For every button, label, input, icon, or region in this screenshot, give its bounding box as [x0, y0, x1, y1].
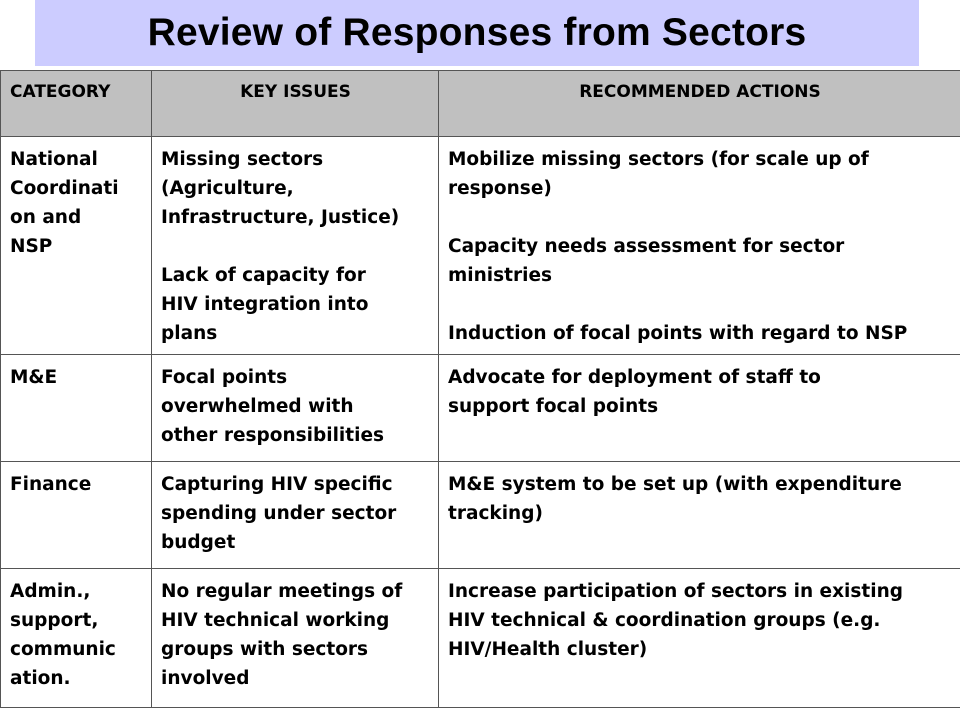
- issue-line: Infrastructure, Justice): [161, 207, 400, 228]
- category-line: M&E: [10, 367, 58, 388]
- key-issues-cell: [152, 569, 439, 708]
- table-header-row: [1, 71, 960, 137]
- category-line: NSP: [10, 236, 53, 257]
- issue-line: involved: [161, 668, 250, 689]
- category-line: Coordinati: [10, 178, 119, 199]
- action-line: Increase participation of sectors in existing: [448, 581, 903, 602]
- action-line: response): [448, 178, 552, 199]
- action-line: ministries: [448, 265, 553, 286]
- table-row: [1, 355, 960, 462]
- action-line: HIV technical & coordination groups (e.g.: [448, 610, 881, 631]
- review-table: [0, 70, 960, 708]
- category-cell: [1, 569, 152, 708]
- category-cell: [1, 462, 152, 569]
- page-title: Review of Responses from Sectors: [147, 11, 807, 54]
- header-recommended-actions: RECOMMENDED ACTIONS: [439, 71, 960, 137]
- issue-line: HIV technical working: [161, 610, 390, 631]
- action-line: M&E system to be set up (with expenditure: [448, 474, 902, 495]
- title-banner: [35, 0, 919, 66]
- action-line: tracking): [448, 503, 543, 524]
- action-line: Advocate for deployment of staff to: [448, 367, 821, 388]
- issue-line: plans: [161, 323, 218, 344]
- paragraph-gap: [161, 232, 430, 261]
- category-line: on and: [10, 207, 82, 228]
- action-line: Induction of focal points with regard to NSP: [448, 323, 908, 344]
- action-line: Capacity needs assessment for sector: [448, 236, 845, 257]
- category-line: support,: [10, 610, 99, 631]
- key-issues-cell: [152, 355, 439, 462]
- category-cell: [1, 137, 152, 355]
- action-line: Mobilize missing sectors (for scale up of: [448, 149, 869, 170]
- actions-cell: [439, 462, 960, 569]
- paragraph-gap: [448, 203, 952, 232]
- issue-line: overwhelmed with: [161, 396, 354, 417]
- category-line: Finance: [10, 474, 92, 495]
- key-issues-cell: [152, 462, 439, 569]
- category-line: National: [10, 149, 98, 170]
- issue-line: Lack of capacity for: [161, 265, 366, 286]
- issue-line: Focal points: [161, 367, 288, 388]
- issue-line: spending under sector: [161, 503, 397, 524]
- action-line: support focal points: [448, 396, 659, 417]
- category-line: Admin.,: [10, 581, 91, 602]
- action-line: HIV/Health cluster): [448, 639, 648, 660]
- category-line: ation.: [10, 668, 71, 689]
- actions-cell: [439, 569, 960, 708]
- category-cell: [1, 355, 152, 462]
- issue-line: No regular meetings of: [161, 581, 403, 602]
- issue-line: Capturing HIV specific: [161, 474, 393, 495]
- paragraph-gap: [448, 290, 952, 319]
- issue-line: other responsibilities: [161, 425, 385, 446]
- header-key-issues: KEY ISSUES: [152, 71, 439, 137]
- table-row: [1, 569, 960, 708]
- issue-line: Missing sectors: [161, 149, 324, 170]
- key-issues-cell: [152, 137, 439, 355]
- issue-line: budget: [161, 532, 236, 553]
- header-category: CATEGORY: [1, 71, 152, 137]
- issue-line: HIV integration into: [161, 294, 369, 315]
- category-line: communic: [10, 639, 116, 660]
- actions-cell: [439, 137, 960, 355]
- table-row: [1, 137, 960, 355]
- actions-cell: [439, 355, 960, 462]
- issue-line: (Agriculture,: [161, 178, 294, 199]
- table-row: [1, 462, 960, 569]
- issue-line: groups with sectors: [161, 639, 369, 660]
